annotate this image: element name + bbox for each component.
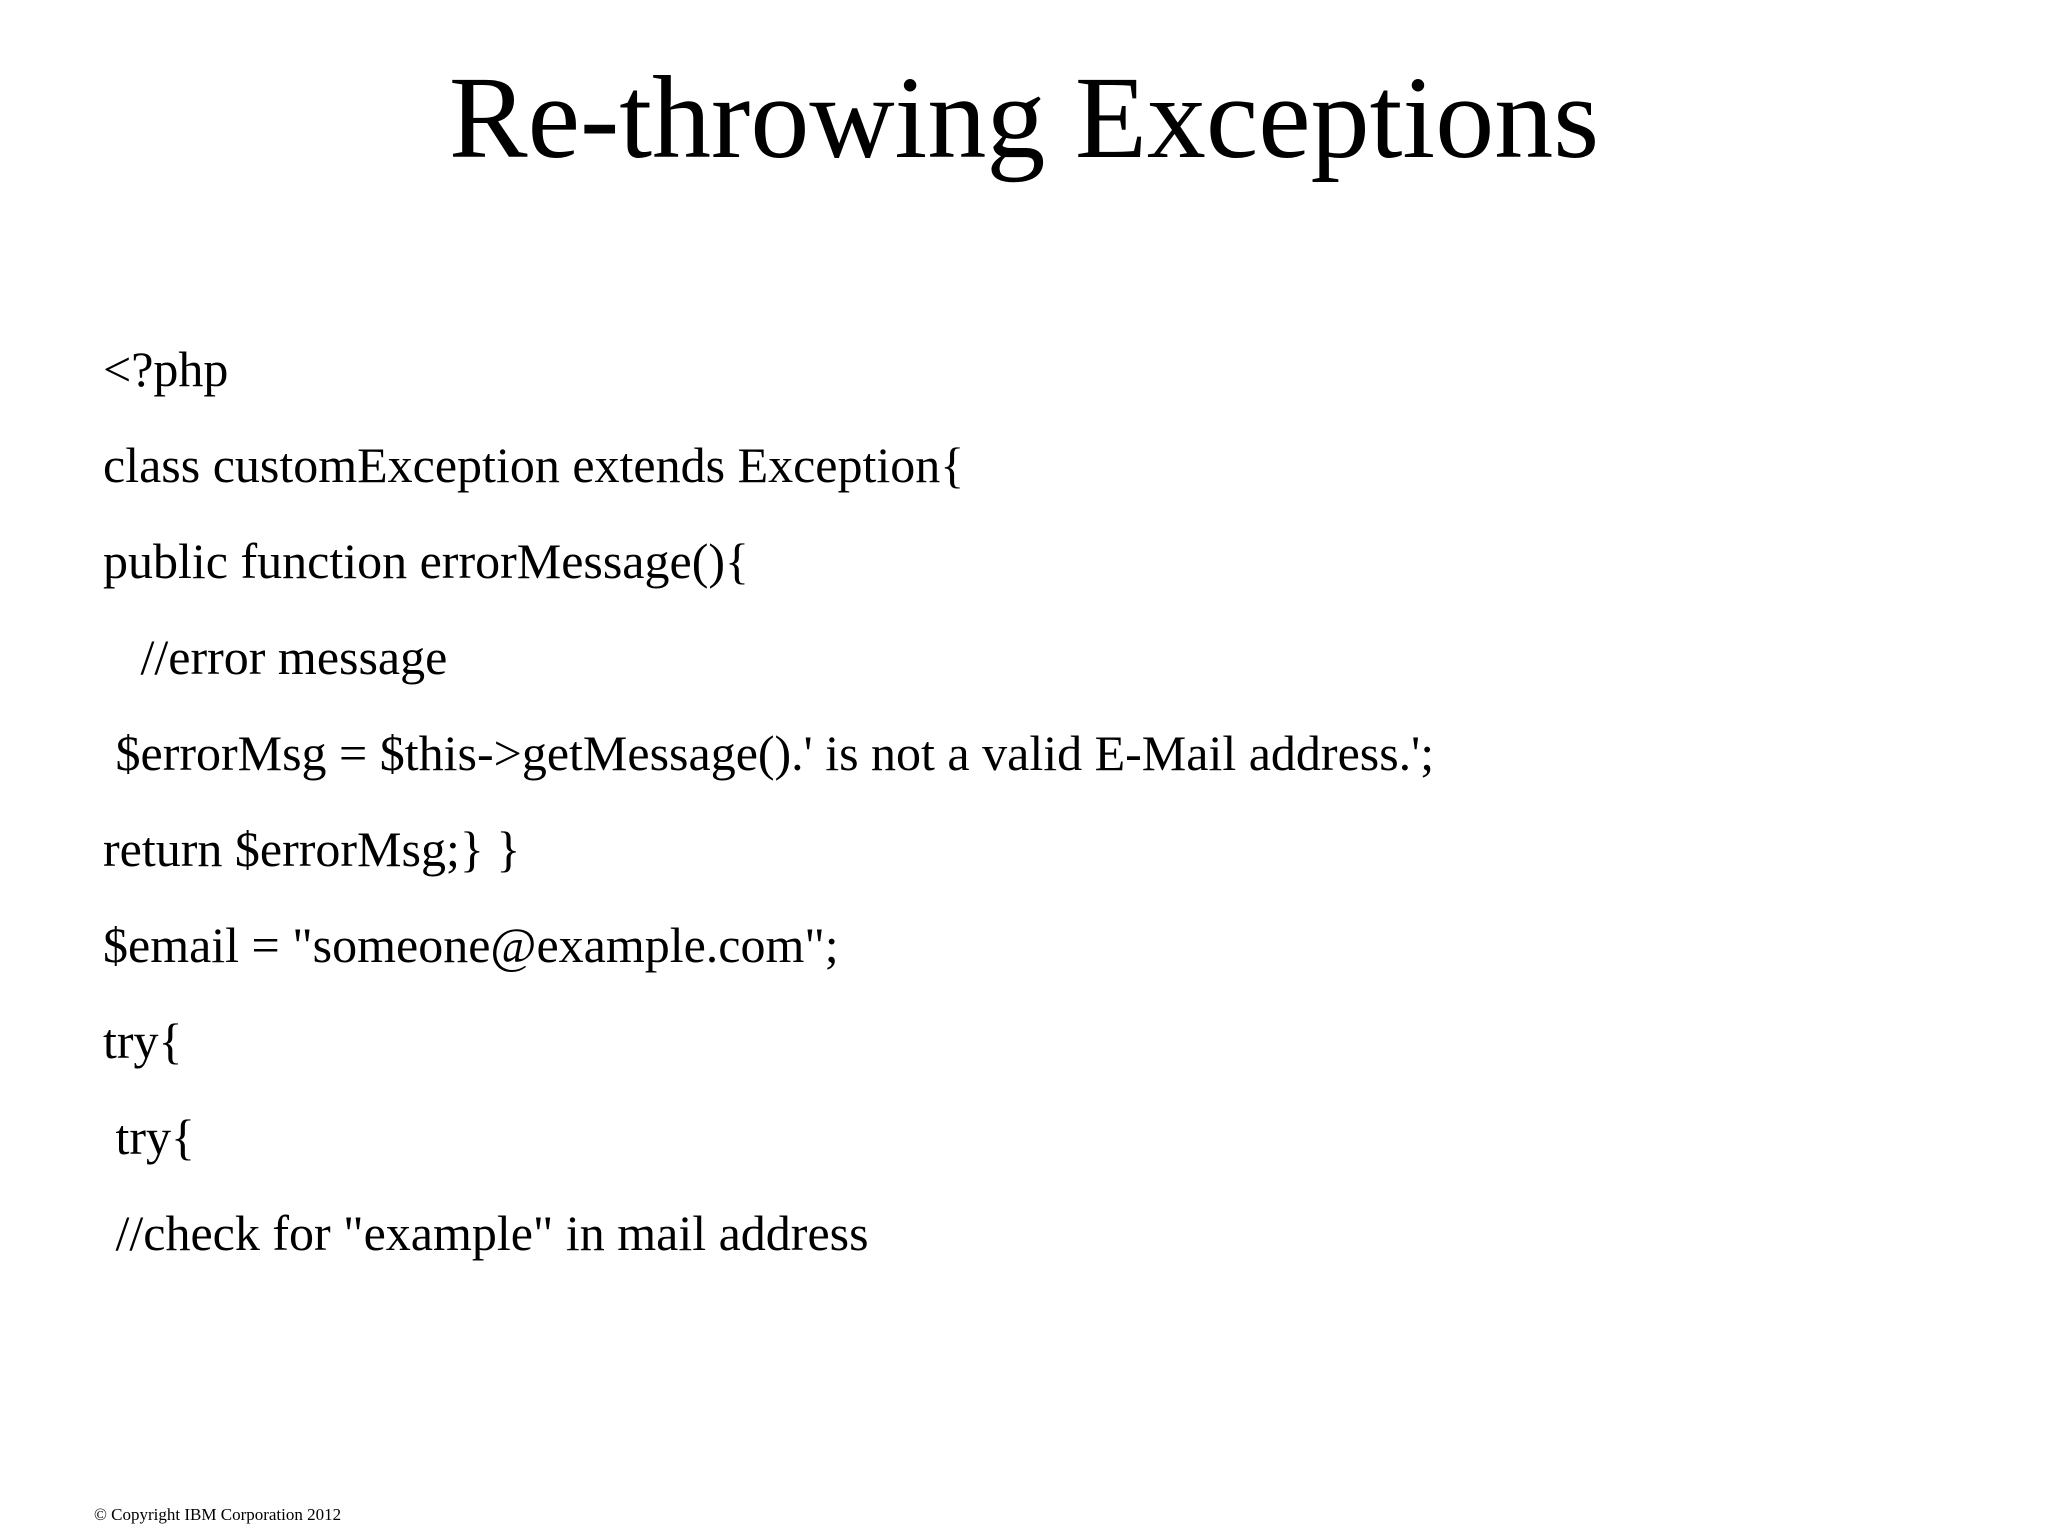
code-line: //check for "example" in mail address	[103, 1205, 869, 1261]
code-line: try{	[103, 1109, 196, 1165]
code-line: $email = "someone@example.com";	[103, 917, 839, 973]
code-line: return $errorMsg;} }	[103, 821, 521, 877]
code-line: class customException extends Exception{	[103, 437, 965, 493]
slide-title: Re-throwing Exceptions	[448, 52, 1600, 183]
code-line: <?php	[103, 341, 229, 397]
code-line: //error message	[103, 629, 448, 685]
code-line: $errorMsg = $this->getMessage().' is not a valid E-Mail address.';	[103, 725, 1435, 781]
code-line: try{	[103, 1013, 183, 1069]
copyright-footer: © Copyright IBM Corporation 2012	[94, 1505, 342, 1524]
code-line: public function errorMessage(){	[103, 533, 749, 589]
